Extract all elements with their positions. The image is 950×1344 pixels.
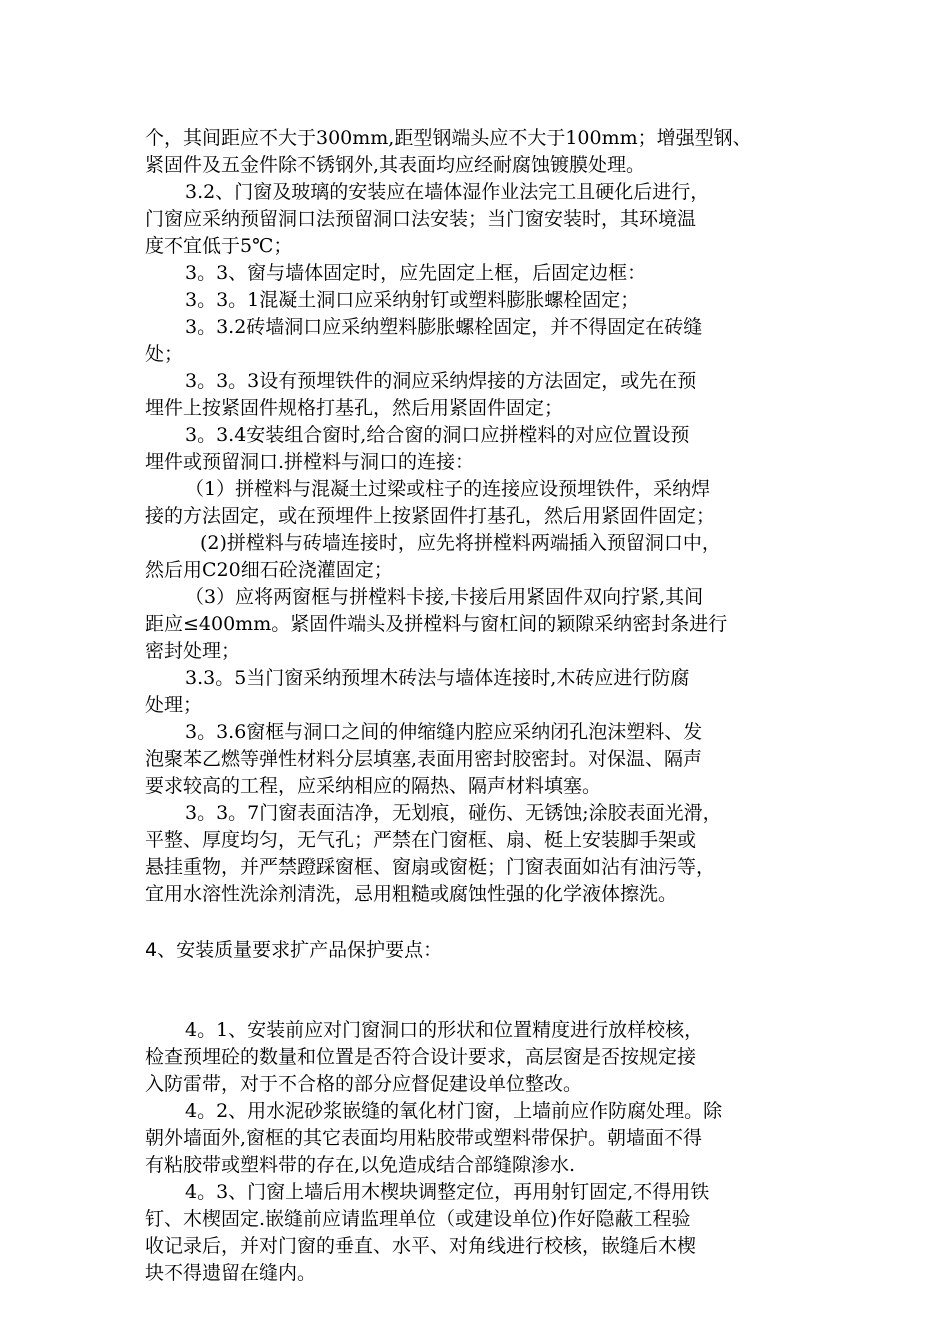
text-line: 4。3、门窗上墙后用木楔块调整定位，再用射钉固定,不得用铁	[185, 1181, 710, 1203]
text-line: 入防雷带，对于不合格的部分应督促建设单位整改。	[145, 1073, 583, 1095]
text-line: 3。3。3设有预埋铁件的洞应采纳焊接的方法固定，或先在预	[185, 370, 697, 392]
text-line: 个，其间距应不大于300mm,距型钢端头应不大于100mm；增强型钢、	[145, 127, 752, 149]
text-line: 收记录后，并对门窗的垂直、水平、对角线进行校核，嵌缝后木楔	[145, 1235, 697, 1257]
text-line: 距应≤400mm。紧固件端头及拼樘料与窗杠间的颖隙采纳密封条进行	[145, 613, 728, 635]
text-line: （1）拼樘料与混凝土过梁或柱子的连接应设预埋铁件，采纳焊	[185, 478, 711, 500]
text-line: 密封处理；	[145, 640, 241, 662]
text-line: 有粘胶带或塑料带的存在,以免造成结合部缝隙渗水.	[145, 1154, 576, 1176]
text-line: 度不宜低于5℃；	[145, 235, 293, 257]
text-line: 检查预埋砼的数量和位置是否符合设计要求，高层窗是否按规定接	[145, 1046, 697, 1068]
text-line: 3。3.4安装组合窗时,给合窗的洞口应拼樘料的对应位置设预	[185, 424, 690, 446]
text-line: 处理；	[145, 694, 203, 716]
text-line: 紧固件及五金件除不锈钢外,其表面均应经耐腐蚀镀膜处理。	[145, 154, 646, 176]
text-line: 埋件或预留洞口.拼樘料与洞口的连接：	[145, 451, 475, 473]
text-line: 朝外墙面外,窗框的其它表面均用粘胶带或塑料带保护。朝墙面不得	[145, 1127, 703, 1149]
text-line: 门窗应采纳预留洞口法预留洞口法安装；当门窗安装时，其环境温	[145, 208, 697, 230]
text-line: 3。3。7门窗表面洁净，无划痕，碰伤、无锈蚀;涂胶表面光滑，	[185, 802, 722, 824]
text-line: 悬挂重物，并严禁蹬踩窗框、窗扇或窗梃；门窗表面如沾有油污等，	[145, 856, 716, 878]
text-line: 4。1、安装前应对门窗洞口的形状和位置精度进行放样校核，	[185, 1019, 704, 1041]
text-line: 宜用水溶性洗涂剂清洗，忌用粗糙或腐蚀性强的化学液体擦洗。	[145, 883, 678, 905]
text-line: 接的方法固定，或在预埋件上按紧固件打基孔，然后用紧固件固定；	[145, 505, 716, 527]
text-line: 块不得遗留在缝内。	[145, 1262, 317, 1284]
text-line: 钉、木楔固定.嵌缝前应请监理单位（或建设单位)作好隐蔽工程验	[145, 1208, 691, 1230]
text-line: （3）应将两窗框与拼樘料卡接,卡接后用紧固件双向拧紧,其间	[185, 586, 704, 608]
text-line: 然后用C20细石砼浇灌固定；	[145, 559, 393, 581]
text-line: 3。3、窗与墙体固定时，应先固定上框，后固定边框：	[185, 262, 647, 284]
text-line: 平整、厚度均匀，无气孔；严禁在门窗框、扇、梃上安装脚手架或	[145, 829, 697, 851]
text-line: 3。3。1混凝土洞口应采纳射钉或塑料膨胀螺栓固定；	[185, 289, 640, 311]
text-line: 3.3。5当门窗采纳预埋木砖法与墙体连接时,木砖应进行防腐	[185, 667, 690, 689]
text-line: 处；	[145, 343, 184, 365]
text-line: 要求较高的工程，应采纳相应的隔热、隔声材料填塞。	[145, 775, 602, 797]
text-line: (2)拼樘料与砖墙连接时，应先将拼樘料两端插入预留洞口中，	[200, 532, 721, 554]
text-line: 埋件上按紧固件规格打基孔，然后用紧固件固定；	[145, 397, 564, 419]
section-heading: 4、安装质量要求扩产品保护要点：	[145, 939, 443, 961]
text-line: 3。3.6窗框与洞口之间的伸缩缝内腔应采纳闭孔泡沫塑料、发	[185, 721, 703, 743]
text-line: 3。3.2砖墙洞口应采纳塑料膨胀螺栓固定，并不得固定在砖缝	[185, 316, 703, 338]
text-line: 泡聚苯乙燃等弹性材料分层填塞,表面用密封胶密封。对保温、隔声	[145, 748, 703, 770]
text-line: 3.2、门窗及玻璃的安装应在墙体湿作业法完工且硬化后进行，	[185, 181, 710, 203]
text-line: 4。2、用水泥砂浆嵌缝的氧化材门窗，上墙前应作防腐处理。除	[185, 1100, 723, 1122]
